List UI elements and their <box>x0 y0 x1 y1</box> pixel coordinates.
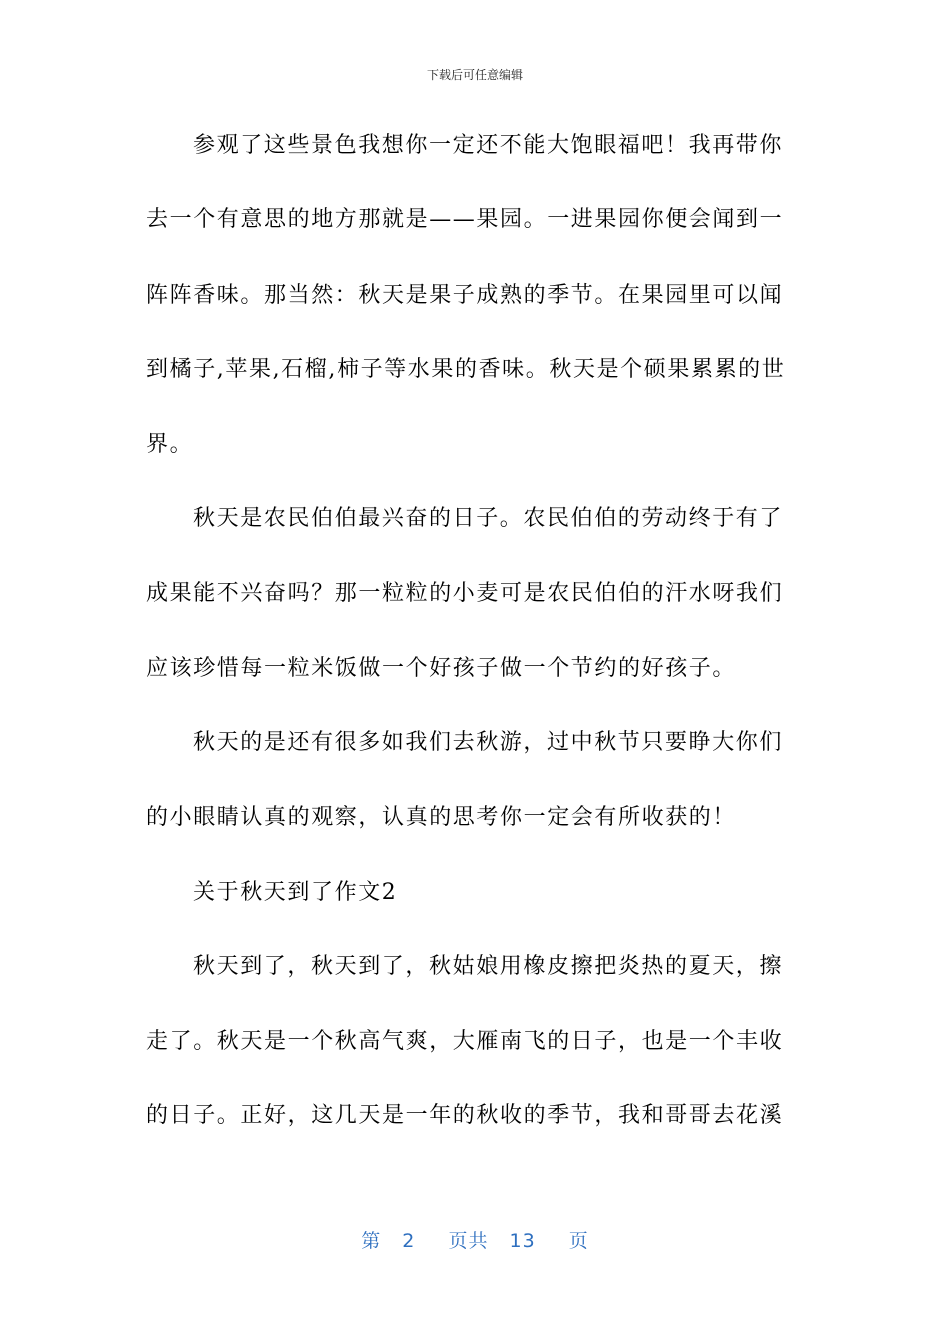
text-line: 到橘子,苹果,石榴,柿子等水果的香味。秋天是个硕果累累的世 <box>146 357 786 382</box>
text-line: 应该珍惜每一粒米饭做一个好孩子做一个节约的好孩子。 <box>146 656 737 681</box>
total-pages-number: 13 <box>509 1230 536 1252</box>
text-line: 的小眼睛认真的观察，认真的思考你一定会有所收获的！ <box>146 805 737 830</box>
text-line: 秋天的是还有很多如我们去秋游，过中秋节只要睁大你们 <box>193 730 784 755</box>
text-line: 秋天是农民伯伯最兴奋的日子。农民伯伯的劳动终于有了 <box>193 506 784 531</box>
footer-prefix: 第 <box>361 1230 382 1252</box>
page-header: 下载后可任意编辑 <box>426 68 523 82</box>
text-line: 阵阵香味。那当然：秋天是果子成熟的季节。在果园里可以闻 <box>146 283 784 308</box>
page-footer <box>0 1226 950 1253</box>
text-line: 的日子。正好，这几天是一年的秋收的季节，我和哥哥去花溪 <box>146 1103 784 1128</box>
text-line: 去一个有意思的地方那就是——果园。一进果园你便会闻到一 <box>146 207 784 232</box>
current-page-number: 2 <box>402 1230 416 1252</box>
text-line: 走了。秋天是一个秋高气爽，大雁南飞的日子，也是一个丰收 <box>146 1029 784 1054</box>
section-heading: 关于秋天到了作文2 <box>193 880 398 905</box>
text-line: 秋天到了，秋天到了，秋姑娘用橡皮擦把炎热的夏天，擦 <box>193 954 784 979</box>
text-line: 参观了这些景色我想你一定还不能大饱眼福吧！我再带你 <box>193 133 784 158</box>
text-line: 界。 <box>146 432 194 457</box>
footer-suffix: 页 <box>568 1230 589 1252</box>
footer-middle: 页共 <box>448 1230 489 1252</box>
text-line: 成果能不兴奋吗？那一粒粒的小麦可是农民伯伯的汗水呀我们 <box>146 581 784 606</box>
